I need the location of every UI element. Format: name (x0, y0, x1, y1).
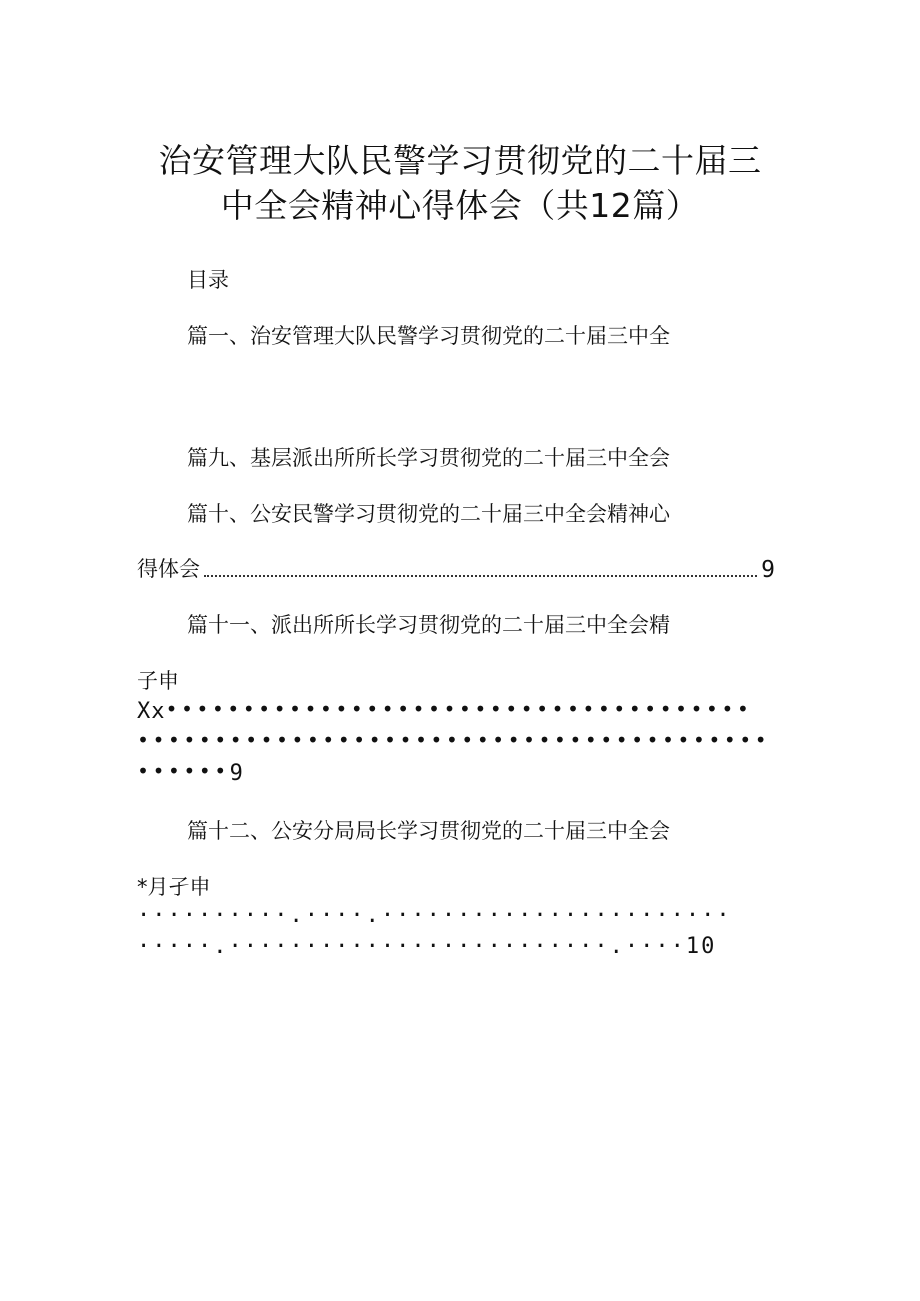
toc-entry-11-page-number: 9 (229, 761, 245, 786)
toc-entry-9[interactable]: 篇九、基层派出所所长学习贯彻党的二十届三中全会 (187, 446, 670, 470)
toc-entry-10[interactable]: 篇十、公安民警学习贯彻党的二十届三中全会精神心 (187, 502, 670, 526)
toc-entry-10-page-number: 9 (761, 557, 775, 583)
dot-leader: ••••••••••••••••••••••••••••••••••••••••• (137, 728, 771, 752)
toc-entry-11-dot-row-1 (137, 697, 775, 725)
toc-entry-11-garble: Xx (137, 699, 166, 724)
toc-entry-12[interactable]: 篇十二、公安分局局长学习贯彻党的二十届三中全会 (187, 819, 670, 843)
toc-entry-11-dot-row-3 (137, 759, 775, 787)
toc-entry-1[interactable]: 篇一、治安管理大队民警学习贯彻党的二十届三中全 (187, 324, 670, 348)
dot-leader: •••••••••••••••••••••••••••••••••••••• (165, 697, 753, 721)
document-title-line-2: 中全会精神心得体会（共12篇） (220, 186, 700, 225)
toc-entry-10-leader-row (137, 553, 775, 583)
toc-entry-11-dot-row-2 (137, 728, 775, 756)
toc-entry-12-page-number: 10 (685, 934, 717, 959)
document-title-line-1: 治安管理大队民警学习贯彻党的二十届三 (158, 141, 762, 180)
toc-entry-10-continuation: 得体会 (137, 557, 200, 581)
dot-leader: ··········.····.······················· (137, 903, 732, 928)
dot-leader (204, 574, 757, 577)
toc-entry-12-dot-row-1 (137, 903, 775, 931)
toc-entry-12-dot-row-2 (137, 934, 775, 962)
toc-heading: 目录 (187, 268, 229, 292)
dot-leader: •••••• (137, 759, 230, 783)
toc-entry-11[interactable]: 篇十一、派出所所长学习贯彻党的二十届三中全会精 (187, 613, 670, 637)
toc-entry-11-continuation: 子申 (137, 669, 179, 693)
toc-entry-12-continuation: *月孑申 (137, 875, 211, 899)
dot-leader: ·····.·························.···· (137, 934, 686, 959)
